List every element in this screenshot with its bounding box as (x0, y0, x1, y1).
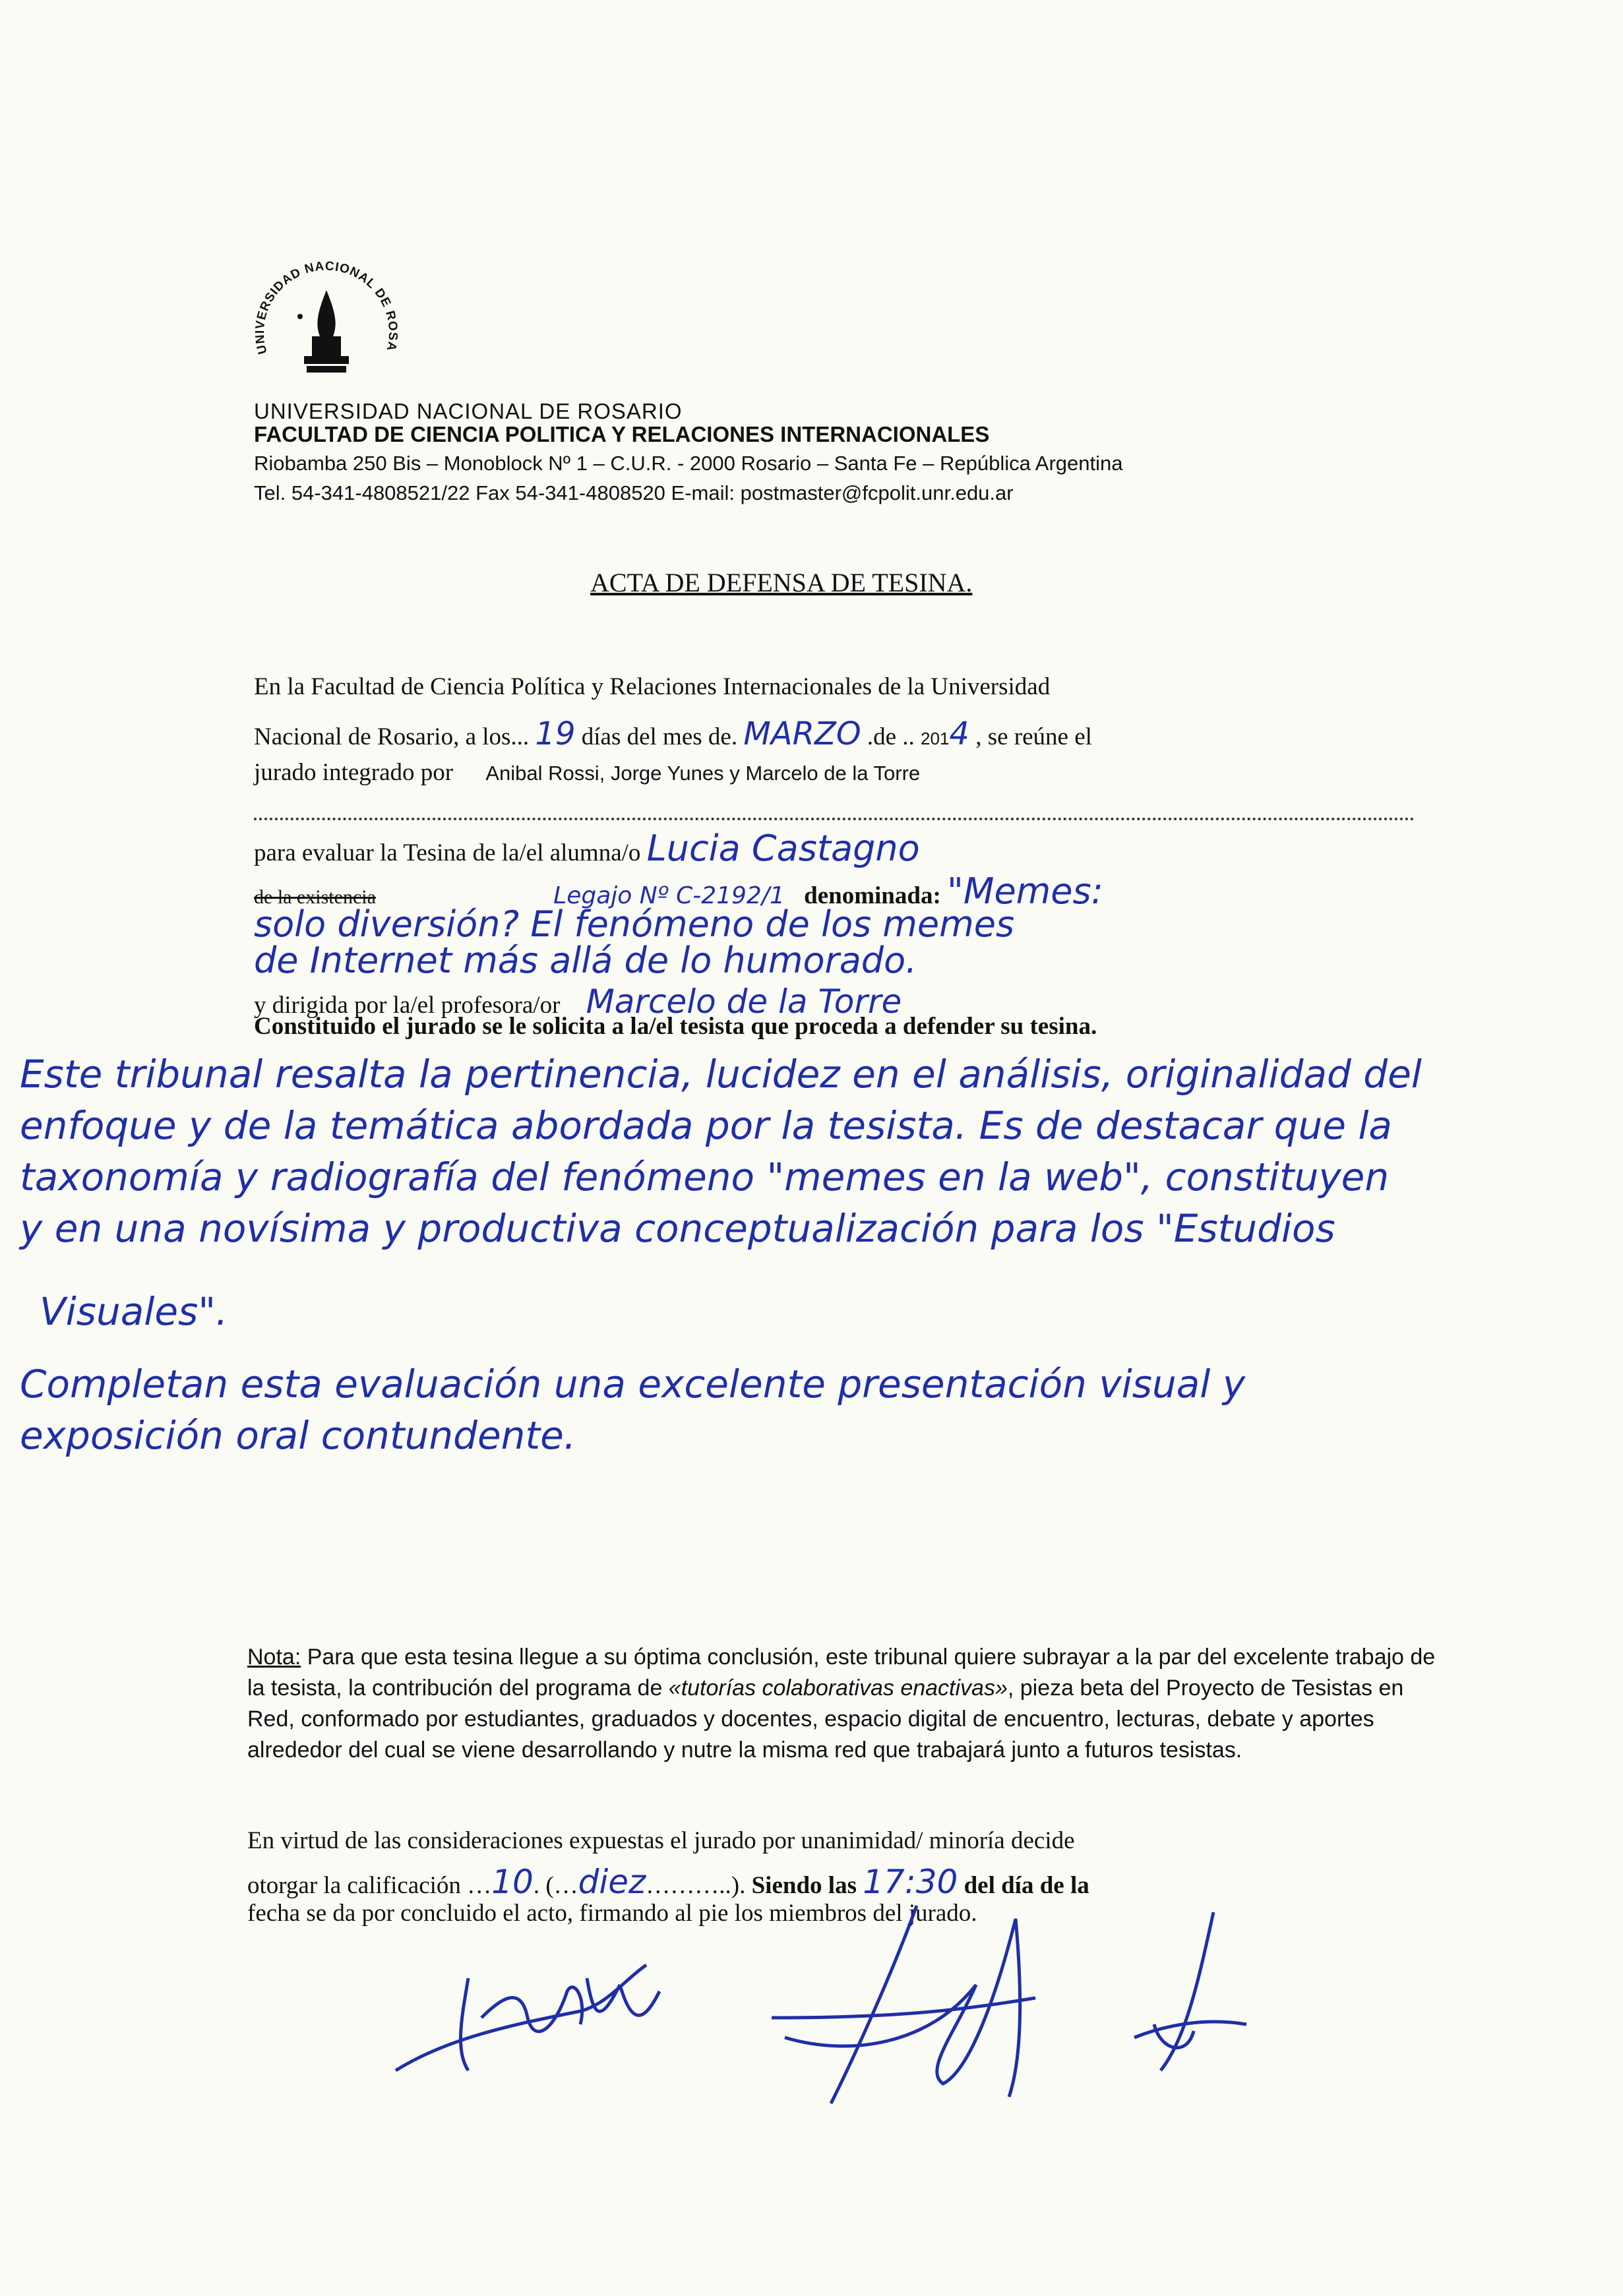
evaluation-line-3: taxonomía y radiografía del fenómeno "memes en la web", constituyen (20, 1155, 1390, 1199)
jury-line (254, 758, 920, 787)
university-name: UNIVERSIDAD NACIONAL DE ROSARIO (254, 399, 683, 423)
signature-3 (1115, 1906, 1286, 2077)
form-line-2 (254, 715, 1092, 752)
evaluation-line-6: Completan esta evaluación una excelente presentación visual y (20, 1362, 1246, 1406)
advisor-label: y dirigida por la/el profesora/or (254, 992, 561, 1019)
evaluation-line-7: exposición oral contundente. (20, 1413, 576, 1458)
form-line-2-d: , se reúne el (975, 723, 1092, 750)
thesis-title-2: solo diversión? El fenómeno de los memes (254, 903, 1015, 945)
struck-label: de la existencia (254, 886, 376, 908)
note-text-b: , pieza beta del Proyecto de Tesistas en Red, conformado por estudiantes, graduados y docentes, espacio digital de encuentro, lecturas, debate y aportes alrededor del cual se viene desarrollando y nutre la misma red que trabajará junto a futuros tesistas. (247, 1676, 1404, 1763)
address-line: Riobamba 250 Bis – Monoblock Nº 1 – C.U.R. - 2000 Rosario – Santa Fe – República Argentina (254, 452, 1123, 475)
jury-names: Anibal Rossi, Jorge Yunes y Marcelo de la Torre (485, 762, 921, 785)
legajo-field: Legajo Nº C-2192/1 (553, 882, 785, 909)
note-text-a: Para que esta tesina llegue a su óptima conclusión, este tribunal quiere subrayar a la par del excelente trabajo de la tesista, la contribución del programa de (247, 1645, 1436, 1701)
evaluation-line-5: Visuales". (40, 1289, 228, 1334)
time-after: del día de la (964, 1872, 1089, 1899)
student-label: para evaluar la Tesina de la/el alumna/o (254, 839, 641, 866)
signature-1 (369, 1939, 699, 2090)
day-field: 19 (535, 715, 576, 752)
grade-number: 10 (491, 1863, 534, 1901)
time-label: Siendo las (751, 1872, 857, 1899)
student-line (254, 828, 920, 869)
form-line-2-b: días del mes de. (581, 723, 738, 750)
advisor-name: Marcelo de la Torre (586, 982, 902, 1021)
evaluation-line-2: enfoque y de la temática abordada por la tesista. Es de destacar que la (20, 1103, 1392, 1148)
seal-text: UNIVERSIDAD NACIONAL DE ROSA (253, 259, 400, 356)
time-field: 17:30 (863, 1863, 958, 1901)
form-line-2-a: Nacional de Rosario, a los... (254, 723, 530, 750)
faculty-name: FACULTAD DE CIENCIA POLITICA Y RELACIONES INTERNACIONALES (254, 422, 990, 446)
thesis-title-1: "Memes: (947, 870, 1103, 912)
jury-dotted-line (254, 818, 1415, 820)
closing-line-1: En virtud de las consideraciones expuestas el jurado por unanimidad/ minoría decide (247, 1827, 1075, 1854)
grade-label: otorgar la calificación (247, 1872, 461, 1899)
form-line-2-c: .de .. (867, 723, 915, 750)
year-handwritten: 4 (949, 715, 969, 752)
evaluation-line-4: y en una novísima y productiva conceptualización para los "Estudios (20, 1206, 1335, 1251)
university-seal (241, 244, 412, 415)
document-title: ACTA DE DEFENSA DE TESINA. (590, 568, 973, 597)
note-label: Nota: (247, 1645, 301, 1670)
denominada-label: denominada: (804, 882, 941, 909)
thesis-title-3: de Internet más allá de lo humorado. (254, 940, 917, 981)
year-printed: 201 (921, 729, 950, 748)
contact-line: Tel. 54-341-4808521/22 Fax 54-341-4808520 E-mail: postmaster@fcpolit.unr.edu.ar (254, 481, 1014, 504)
student-name: Lucia Castagno (646, 828, 920, 869)
month-field: MARZO (743, 715, 861, 752)
note-text-italic: «tutorías colaborativas enactivas» (668, 1676, 1008, 1701)
grade-words: diez (578, 1863, 646, 1901)
closing-line-2: otorgar la calificación …10. (…diez………..). Siendo las 17:30 del día de la (247, 1863, 1089, 1901)
jury-label: jurado integrado por (254, 759, 454, 786)
closing-line-3: fecha se da por concluido el acto, firmando al pie los miembros del jurado. (247, 1900, 977, 1927)
signature-2 (758, 1899, 1128, 2117)
evaluation-line-1: Este tribunal resalta la pertinencia, lucidez en el análisis, originalidad del (20, 1052, 1422, 1097)
form-line-1: En la Facultad de Ciencia Política y Relaciones Internacionales de la Universidad (254, 673, 1051, 700)
note-block (247, 1642, 1448, 1766)
constituted-line: Constituido el jurado se le solicita a la/el tesista que proceda a defender su tesina. (254, 1013, 1097, 1040)
